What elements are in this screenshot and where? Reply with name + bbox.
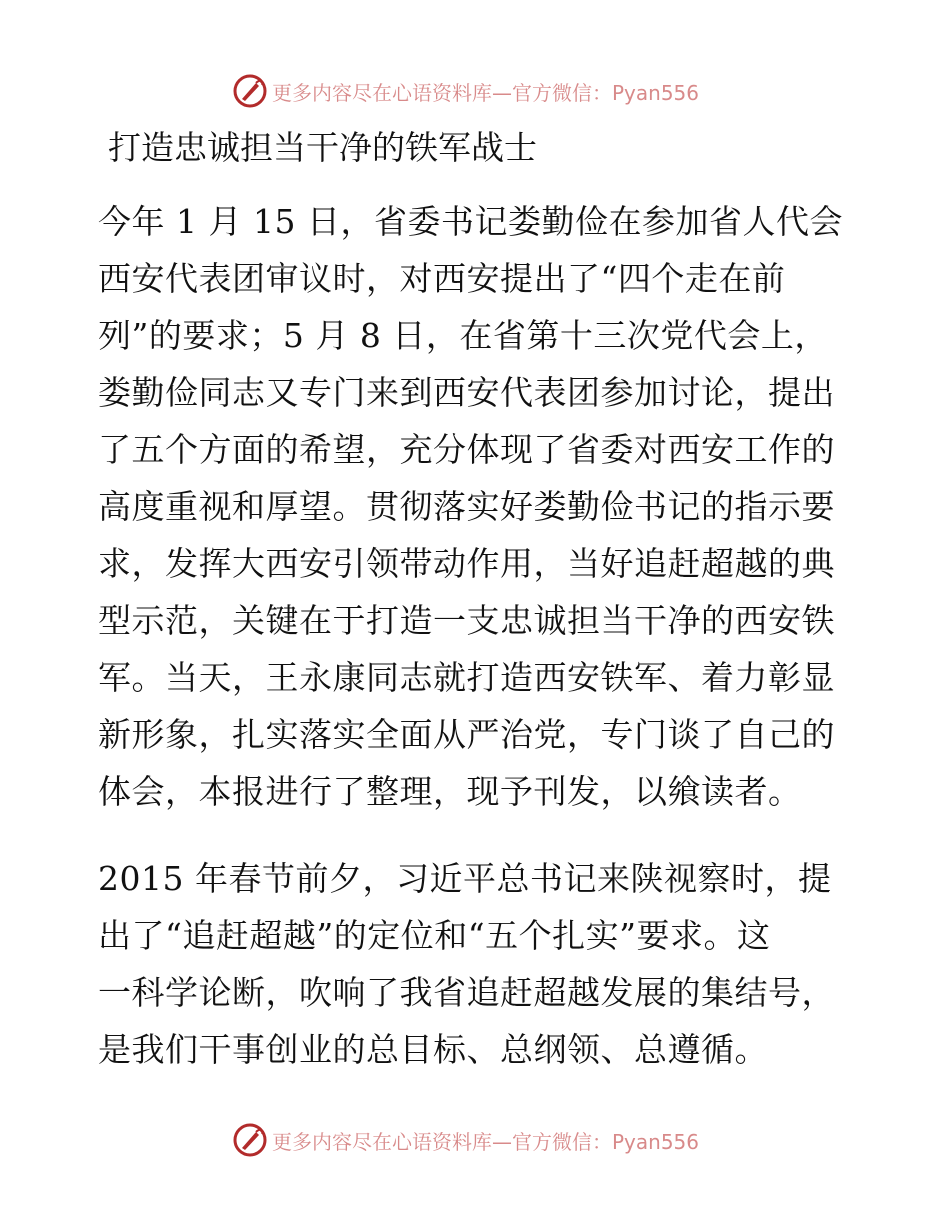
text-line: 求，发挥大西安引领带动作用，当好追赶超越的典 (98, 544, 835, 583)
text-line: 一科学论断，吹响了我省追赶超越发展的集结号， (98, 973, 835, 1012)
quill-logo-icon (232, 1122, 268, 1158)
text-line: 今年 1 月 15 日，省委书记娄勤俭在参加省人代会 (98, 202, 843, 241)
text-line: 高度重视和厚望。贯彻落实好娄勤俭书记的指示要 (98, 487, 835, 526)
paragraph-2 (98, 850, 858, 1078)
text-line: 出了“追赶超越”的定位和“五个扎实”要求。这 (98, 916, 771, 955)
text-line: 军。当天，王永康同志就打造西安铁军、着力彰显 (98, 658, 835, 697)
text-line: 是我们干事创业的总目标、总纲领、总遵循。 (98, 1030, 768, 1069)
text-line: 型示范，关键在于打造一支忠诚担当干净的西安铁 (98, 601, 835, 640)
text-line: 新形象，扎实落实全面从严治党，专门谈了自己的 (98, 715, 835, 754)
text-line: 列”的要求；5 月 8 日，在省第十三次党代会上， (98, 316, 828, 355)
watermark-text: 更多内容尽在心语资料库—官方微信：Pyan556 (272, 1129, 700, 1154)
footer-watermark (232, 1120, 699, 1160)
quill-logo-icon (232, 73, 268, 109)
header-watermark (232, 71, 699, 111)
document-title: 打造忠诚担当干净的铁军战士 (108, 128, 537, 167)
text-line: 娄勤俭同志又专门来到西安代表团参加讨论，提出 (98, 373, 835, 412)
text-line: 西安代表团审议时，对西安提出了“四个走在前 (98, 259, 786, 298)
text-line: 2015 年春节前夕，习近平总书记来陕视察时，提 (98, 859, 832, 898)
watermark-text: 更多内容尽在心语资料库—官方微信：Pyan556 (272, 80, 700, 105)
text-line: 体会，本报进行了整理，现予刊发，以飨读者。 (98, 772, 802, 811)
paragraph-1 (98, 193, 858, 820)
text-line: 了五个方面的希望，充分体现了省委对西安工作的 (98, 430, 835, 469)
